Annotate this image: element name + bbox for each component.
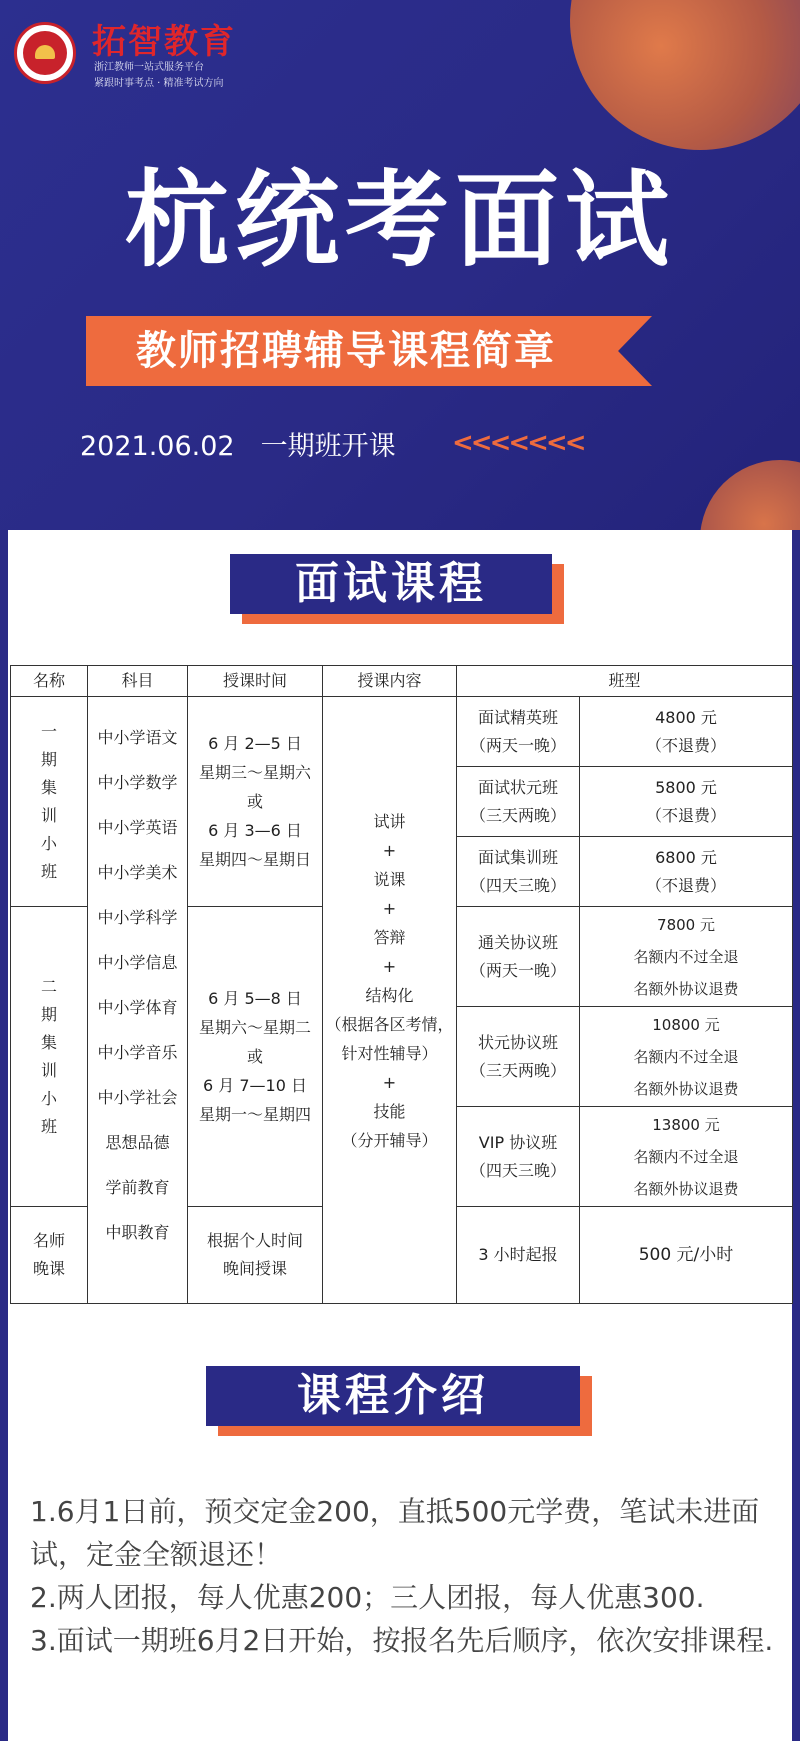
class-type: 面试精英班 （两天一晚） [457, 697, 580, 767]
intro-item: 2.两人团报，每人优惠200；三人团报，每人优惠300. [30, 1581, 705, 1614]
intro-item: 1.6月1日前，预交定金200，直抵500元学费，笔试未进面试，定金全额退还！ [30, 1495, 760, 1571]
course-content: 试讲 + 说课 + 答辩 + 结构化 （根据各区考情， 针对性辅导） + 技能 （分开辅导） [323, 697, 457, 1304]
class-price: 4800 元 （不退费） [580, 697, 793, 767]
brand-logo [14, 22, 76, 84]
section-heading-courses [230, 554, 552, 614]
batch-time: 6 月 2—5 日 星期三～星期六 或 6 月 3—6 日 星期四～星期日 [188, 697, 323, 907]
page-title: 杭统考面试 [124, 159, 675, 281]
intro-item: 3.面试一期班6月2日开始，按报名先后顺序，依次安排课程. [30, 1624, 774, 1657]
frame-left [0, 530, 8, 1741]
logo-emblem-icon [23, 31, 67, 75]
brand-tagline: 浙江教师一站式服务平台 [94, 62, 204, 73]
column-header: 名称 [11, 666, 88, 697]
batch-name: 一 期 集 训 小 班 [11, 697, 88, 907]
section-heading-intro [206, 1366, 580, 1426]
subject-list: 中小学语文 中小学数学 中小学英语 中小学美术 中小学科学 中小学信息 中小学体育 中小学音乐 中小学社会 思想品德 学前教育 中职教育 [88, 697, 188, 1304]
subtitle: 教师招聘辅导课程简章 [136, 328, 556, 374]
class-type: VIP 协议班 （四天三晚） [457, 1107, 580, 1207]
class-price: 13800 元 名额内不过全退 名额外协议退费 [580, 1107, 793, 1207]
course-intro [30, 1490, 780, 1662]
class-price: 6800 元 （不退费） [580, 837, 793, 907]
class-price: 7800 元 名额内不过全退 名额外协议退费 [580, 907, 793, 1007]
brand-name: 拓智教育 [92, 22, 236, 62]
section-title: 课程介绍 [206, 1366, 580, 1426]
column-header: 授课内容 [323, 666, 457, 697]
class-type: 面试集训班 （四天三晚） [457, 837, 580, 907]
column-header: 科目 [88, 666, 188, 697]
batch-name: 名师 晚课 [11, 1207, 88, 1304]
table-row [11, 697, 793, 767]
class-price: 500 元/小时 [580, 1207, 793, 1304]
class-type: 通关协议班 （两天一晚） [457, 907, 580, 1007]
class-type: 状元协议班 （三天两晚） [457, 1007, 580, 1107]
hero-banner [0, 0, 800, 530]
decorative-orb [570, 0, 800, 150]
frame-right [792, 530, 800, 1741]
start-date-line [80, 424, 422, 463]
section-title: 面试课程 [230, 554, 552, 614]
batch-name: 二 期 集 训 小 班 [11, 907, 88, 1207]
chevron-left-icon: <<<<<<< [452, 428, 584, 458]
column-header: 授课时间 [188, 666, 323, 697]
class-price: 10800 元 名额内不过全退 名额外协议退费 [580, 1007, 793, 1107]
class-type: 3 小时起报 [457, 1207, 580, 1304]
decorative-orb-small [700, 460, 800, 530]
brand-tagline-2: 紧跟时事考点 · 精准考试方向 [94, 78, 224, 89]
column-header: 班型 [457, 666, 793, 697]
course-table [10, 665, 793, 1304]
start-note: 一期班开课 [260, 431, 396, 462]
table-header-row [11, 666, 793, 697]
batch-time: 6 月 5—8 日 星期六～星期二 或 6 月 7—10 日 星期一～星期四 [188, 907, 323, 1207]
class-price: 5800 元 （不退费） [580, 767, 793, 837]
batch-time: 根据个人时间 晚间授课 [188, 1207, 323, 1304]
start-date: 2021.06.02 [80, 431, 235, 462]
class-type: 面试状元班 （三天两晚） [457, 767, 580, 837]
